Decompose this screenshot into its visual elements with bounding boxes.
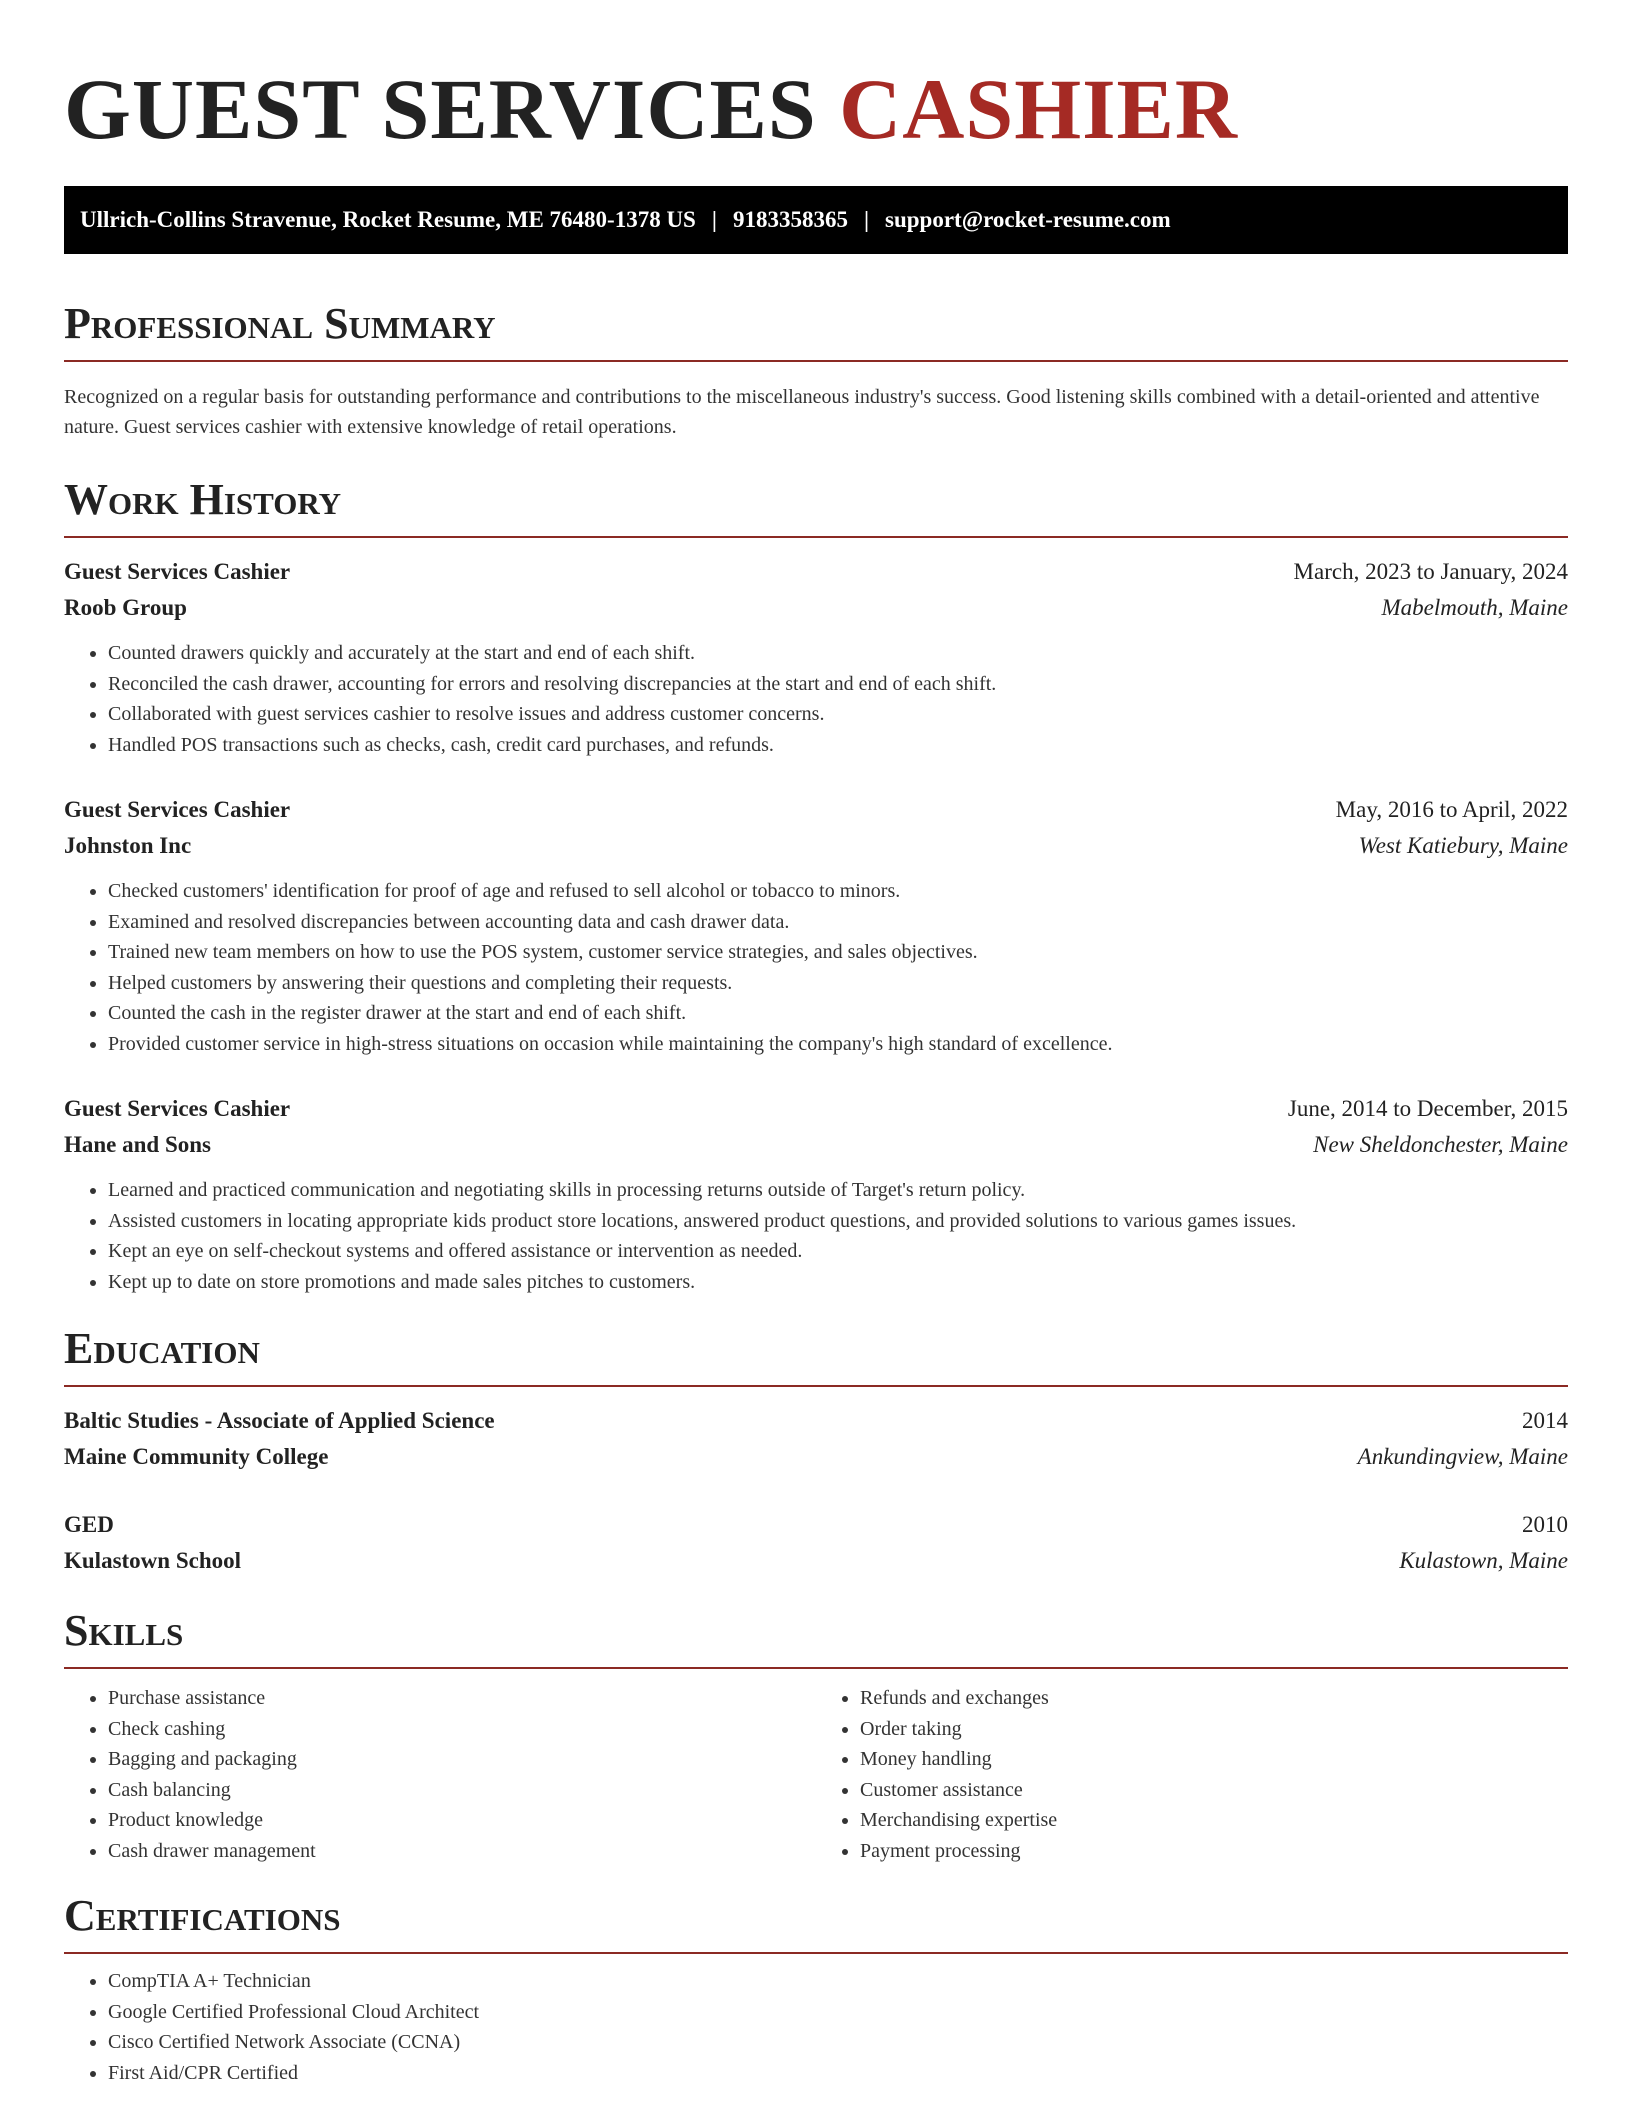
job-bullet: • Kept an eye on self-checkout systems and offered assistance or intervention as needed. bbox=[108, 1236, 1568, 1267]
title-main: GUEST SERVICES bbox=[64, 61, 817, 157]
education-school-row bbox=[64, 1543, 1568, 1579]
job-header-row bbox=[64, 554, 1568, 590]
contact-bar bbox=[64, 186, 1568, 254]
job-title: Guest Services Cashier bbox=[64, 559, 291, 584]
education-section bbox=[64, 1324, 1568, 1579]
section-heading: Work History bbox=[64, 478, 1568, 538]
skill-item: • Payment processing bbox=[860, 1836, 1568, 1867]
contact-separator: | bbox=[711, 207, 717, 232]
education-year: 2010 bbox=[1522, 1512, 1568, 1537]
skills-column-left bbox=[64, 1683, 816, 1866]
job-bullet: • Checked customers' identification for proof of age and refused to sell alcohol or tobacco to minors. bbox=[108, 876, 1568, 907]
education-school: Maine Community College bbox=[64, 1444, 329, 1469]
job-bullets bbox=[64, 1175, 1568, 1297]
education-year: 2014 bbox=[1522, 1408, 1568, 1433]
skill-item: • Merchandising expertise bbox=[860, 1805, 1568, 1836]
certification-item: • First Aid/CPR Certified bbox=[108, 2058, 1568, 2089]
job-dates: June, 2014 to December, 2015 bbox=[1287, 1096, 1568, 1121]
education-degree-row bbox=[64, 1403, 1568, 1439]
job-bullet: • Helped customers by answering their questions and completing their requests. bbox=[108, 968, 1568, 999]
job-list bbox=[64, 554, 1568, 1297]
resume-title bbox=[64, 61, 1568, 157]
skill-item: • Bagging and packaging bbox=[108, 1744, 816, 1775]
job-bullet: • Counted the cash in the register drawer at the start and end of each shift. bbox=[108, 998, 1568, 1029]
education-location: Ankundingview, Maine bbox=[1357, 1444, 1568, 1469]
education-school: Kulastown School bbox=[64, 1548, 242, 1573]
job-bullet: • Counted drawers quickly and accurately at the start and end of each shift. bbox=[108, 638, 1568, 669]
title-accent: CASHIER bbox=[839, 61, 1239, 157]
section-heading: Certifications bbox=[64, 1894, 1568, 1954]
job-entry bbox=[64, 1091, 1568, 1297]
certification-item: • CompTIA A+ Technician bbox=[108, 1966, 1568, 1997]
job-bullet: • Kept up to date on store promotions and made sales pitches to customers. bbox=[108, 1267, 1568, 1298]
summary-text: Recognized on a regular basis for outstanding performance and contributions to the miscellaneous industry's success. Good listening skills combined with a detail-oriented and attentive nature. Guest services cashier with extensive knowledge of retail operations. bbox=[64, 386, 1540, 438]
job-bullet: • Trained new team members on how to use the POS system, customer service strategies, and sales objectives. bbox=[108, 937, 1568, 968]
job-bullet: • Examined and resolved discrepancies between accounting data and cash drawer data. bbox=[108, 907, 1568, 938]
education-entry bbox=[64, 1507, 1568, 1579]
skill-item: • Cash drawer management bbox=[108, 1836, 816, 1867]
education-list bbox=[64, 1403, 1568, 1579]
education-school-row bbox=[64, 1439, 1568, 1475]
certifications-section bbox=[64, 1891, 1568, 2088]
skills-column-right bbox=[816, 1683, 1568, 1866]
contact-phone: 9183358365 bbox=[732, 207, 848, 232]
skill-item: • Refunds and exchanges bbox=[860, 1683, 1568, 1714]
job-bullet: • Provided customer service in high-stress situations on occasion while maintaining the company's high standard of excellence. bbox=[108, 1029, 1568, 1060]
skill-item: • Money handling bbox=[860, 1744, 1568, 1775]
job-dates: March, 2023 to January, 2024 bbox=[1293, 559, 1568, 584]
education-degree: Baltic Studies - Associate of Applied Science bbox=[64, 1408, 495, 1433]
job-dates: May, 2016 to April, 2022 bbox=[1335, 797, 1568, 822]
job-bullet: • Learned and practiced communication and negotiating skills in processing returns outside of Target's return policy. bbox=[108, 1175, 1568, 1206]
job-company: Johnston Inc bbox=[64, 833, 192, 858]
skill-item: • Purchase assistance bbox=[108, 1683, 816, 1714]
education-location: Kulastown, Maine bbox=[1399, 1548, 1568, 1573]
job-entry bbox=[64, 792, 1568, 1059]
education-degree: GED bbox=[64, 1512, 114, 1537]
section-heading: Education bbox=[64, 1327, 1568, 1387]
education-entry bbox=[64, 1403, 1568, 1475]
summary-section bbox=[64, 299, 1568, 442]
skill-item: • Customer assistance bbox=[860, 1775, 1568, 1806]
section-heading: Professional Summary bbox=[64, 302, 1568, 362]
job-company-row bbox=[64, 590, 1568, 626]
job-bullet: • Handled POS transactions such as checks, cash, credit card purchases, and refunds. bbox=[108, 730, 1568, 761]
job-bullets bbox=[64, 876, 1568, 1059]
skill-item: • Cash balancing bbox=[108, 1775, 816, 1806]
skills-section bbox=[64, 1606, 1568, 1866]
job-company: Hane and Sons bbox=[64, 1132, 212, 1157]
skill-item: • Product knowledge bbox=[108, 1805, 816, 1836]
contact-email[interactable]: support@rocket-resume.com bbox=[885, 207, 1171, 232]
job-bullet: • Collaborated with guest services cashier to resolve issues and address customer concerns. bbox=[108, 699, 1568, 730]
education-degree-row bbox=[64, 1507, 1568, 1543]
job-title: Guest Services Cashier bbox=[64, 797, 291, 822]
job-entry bbox=[64, 554, 1568, 760]
section-heading: Skills bbox=[64, 1609, 1568, 1669]
job-company: Roob Group bbox=[64, 595, 187, 620]
skill-item: • Order taking bbox=[860, 1714, 1568, 1745]
skill-item: • Check cashing bbox=[108, 1714, 816, 1745]
job-company-row bbox=[64, 828, 1568, 864]
job-bullet: • Reconciled the cash drawer, accounting for errors and resolving discrepancies at the start and end of each shift. bbox=[108, 669, 1568, 700]
job-location: Mabelmouth, Maine bbox=[1381, 595, 1568, 620]
work-history-section bbox=[64, 475, 1568, 1297]
job-company-row bbox=[64, 1127, 1568, 1163]
job-bullets bbox=[64, 638, 1568, 760]
job-title: Guest Services Cashier bbox=[64, 1096, 291, 1121]
contact-separator: | bbox=[863, 207, 870, 232]
job-location: New Sheldonchester, Maine bbox=[1313, 1132, 1568, 1157]
certifications-list bbox=[64, 1966, 1568, 2088]
skills-grid bbox=[64, 1683, 1568, 1866]
certification-item: • Cisco Certified Network Associate (CCNA) bbox=[108, 2027, 1568, 2058]
certification-item: • Google Certified Professional Cloud Architect bbox=[108, 1997, 1568, 2028]
job-bullet: • Assisted customers in locating appropriate kids product store locations, answered product questions, and provided solutions to various games issues. bbox=[108, 1206, 1568, 1237]
job-header-row bbox=[64, 1091, 1568, 1127]
contact-address: Ullrich-Collins Stravenue, Rocket Resume, ME 76480-1378 US bbox=[80, 207, 696, 232]
job-location: West Katiebury, Maine bbox=[1358, 833, 1568, 858]
job-header-row bbox=[64, 792, 1568, 828]
